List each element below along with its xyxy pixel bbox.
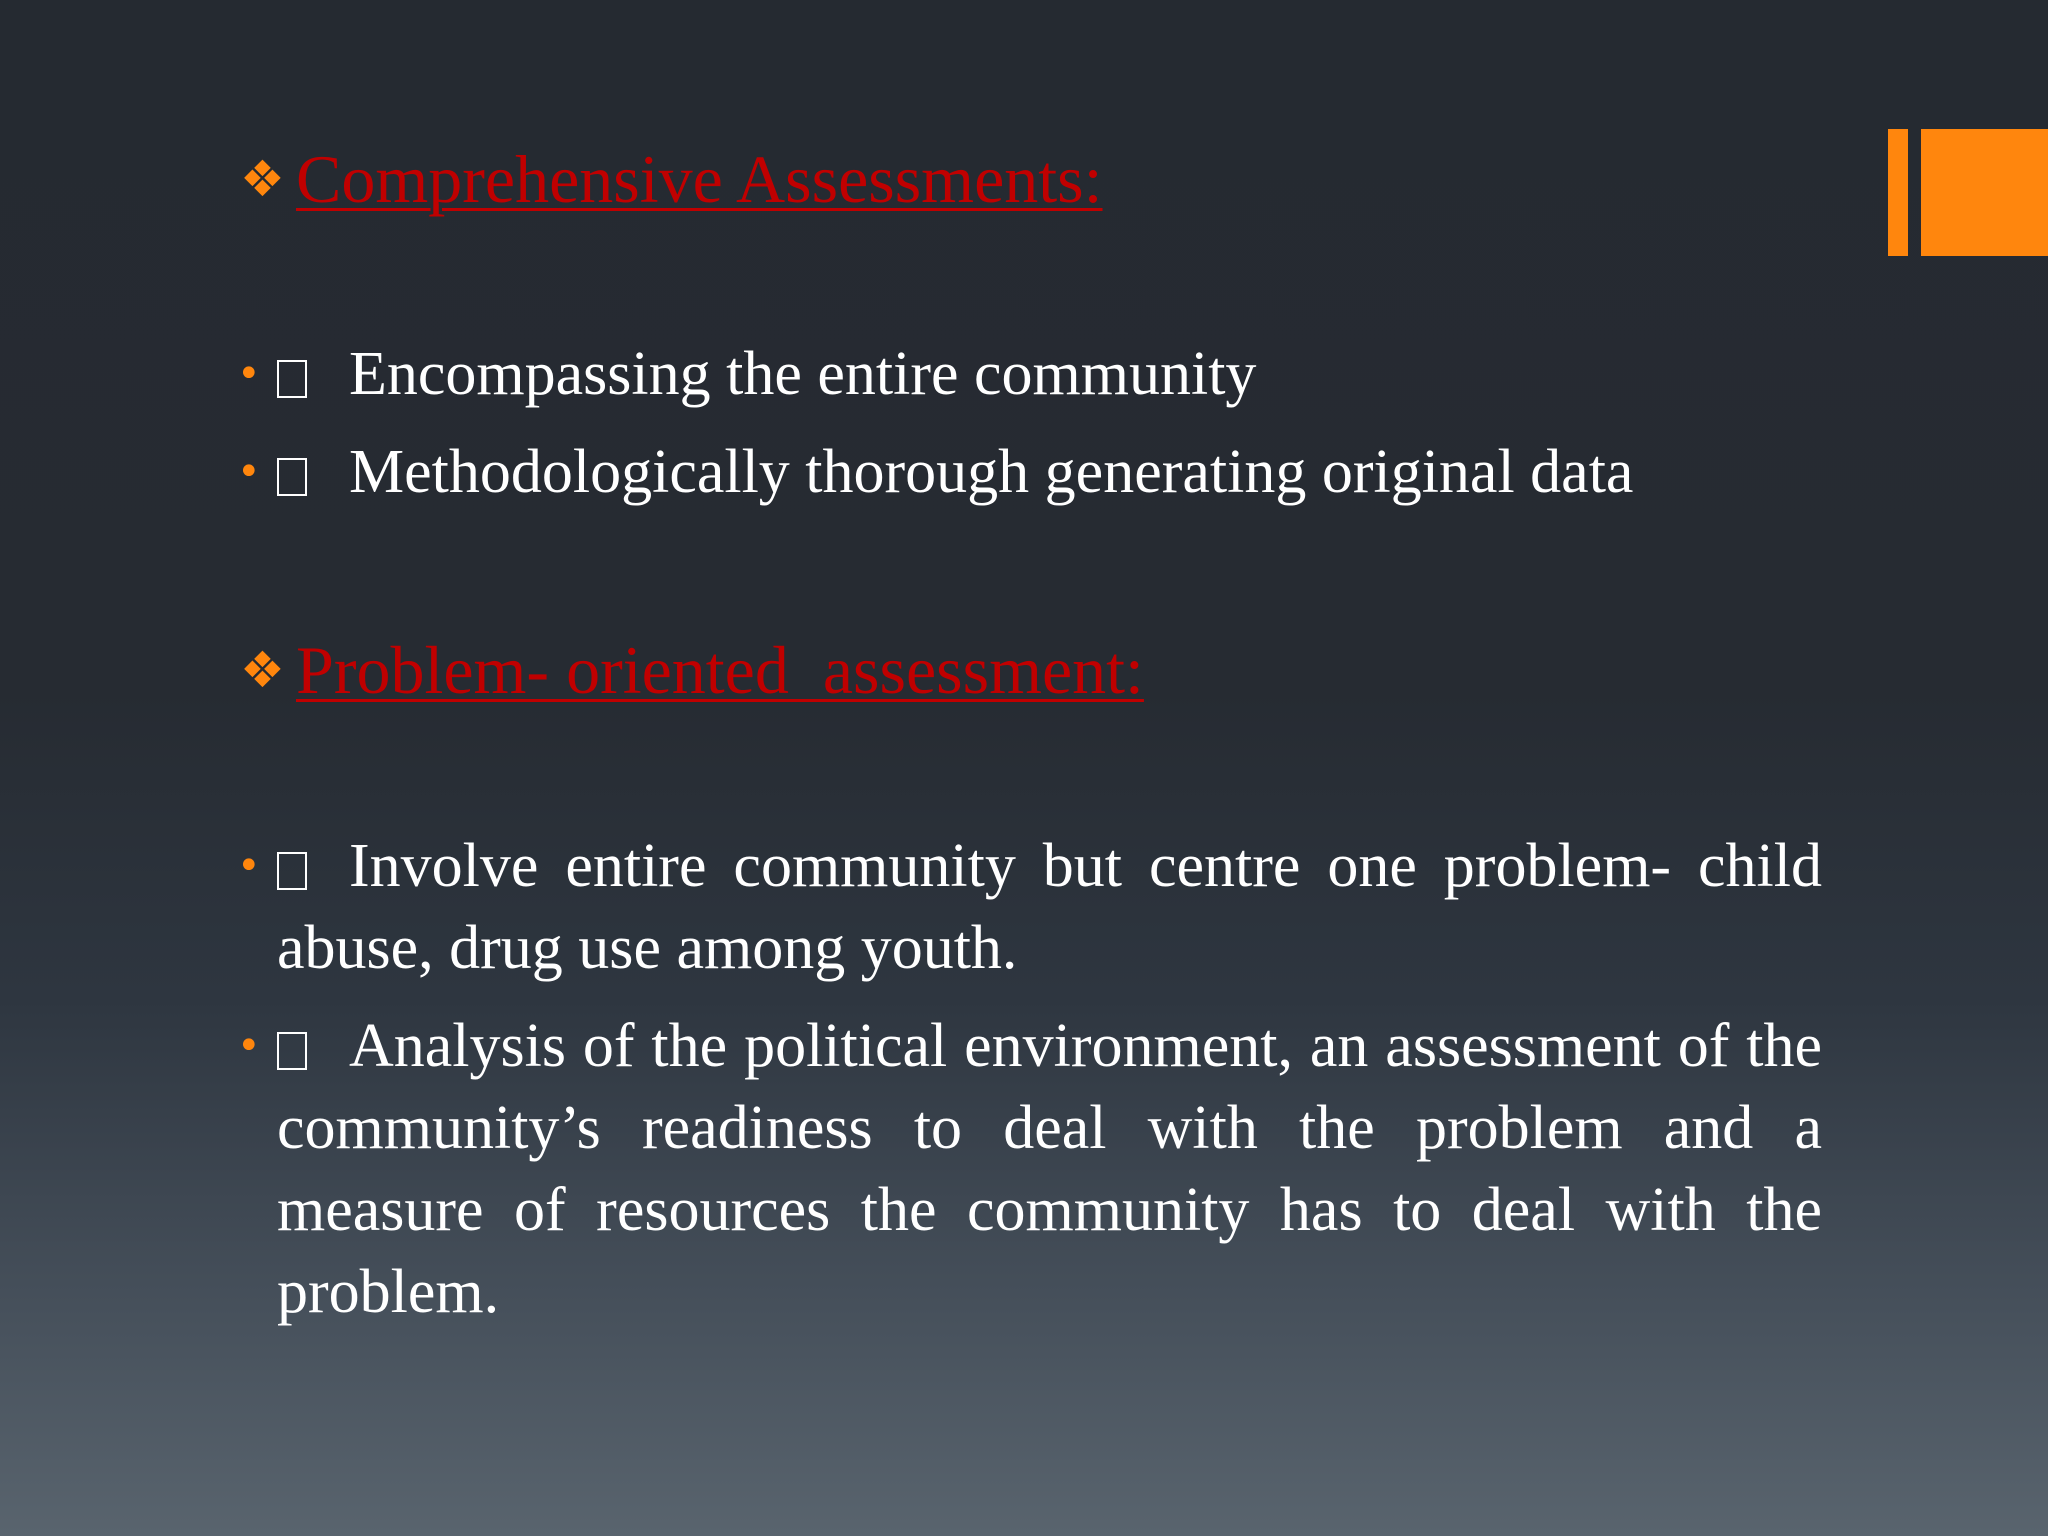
bullet-dot-icon: • [237,449,261,495]
bullet-dot-icon: • [237,351,261,397]
list-item-text: Involve entire community but centre one problem- child abuse, drug use among youth. [277,832,1822,982]
checkbox-glyph-icon [277,852,307,890]
bullet-dot-icon: • [237,843,261,889]
section-heading-comprehensive [240,141,1103,217]
list-item [237,333,1822,415]
section-heading-problem-oriented [240,632,1144,708]
checkbox-glyph-icon [277,458,307,496]
list-item-text: Encompassing the entire community [349,340,1257,408]
bullet-dot-icon: • [237,1023,261,1069]
diamond-bullet-icon: ❖ [240,641,285,699]
list-item-text: Methodologically thorough generating original data [349,438,1634,506]
accent-block [1921,129,2048,256]
bullet-list-comprehensive [237,333,1822,529]
bullet-list-problem-oriented [237,825,1822,1349]
heading-text: Problem- oriented assessment: [296,632,1144,708]
heading-text: Comprehensive Assessments: [296,141,1103,217]
checkbox-glyph-icon [277,360,307,398]
accent-bar-thin [1888,129,1908,256]
list-item [237,825,1822,989]
checkbox-glyph-icon [277,1032,307,1070]
diamond-bullet-icon: ❖ [240,150,285,208]
list-item [237,1005,1822,1333]
list-item [237,431,1822,513]
list-item-text: Analysis of the political environment, an assessment of the community’s readiness to deal with the problem and a measure of resources the community has to deal with the problem. [277,1012,1822,1326]
